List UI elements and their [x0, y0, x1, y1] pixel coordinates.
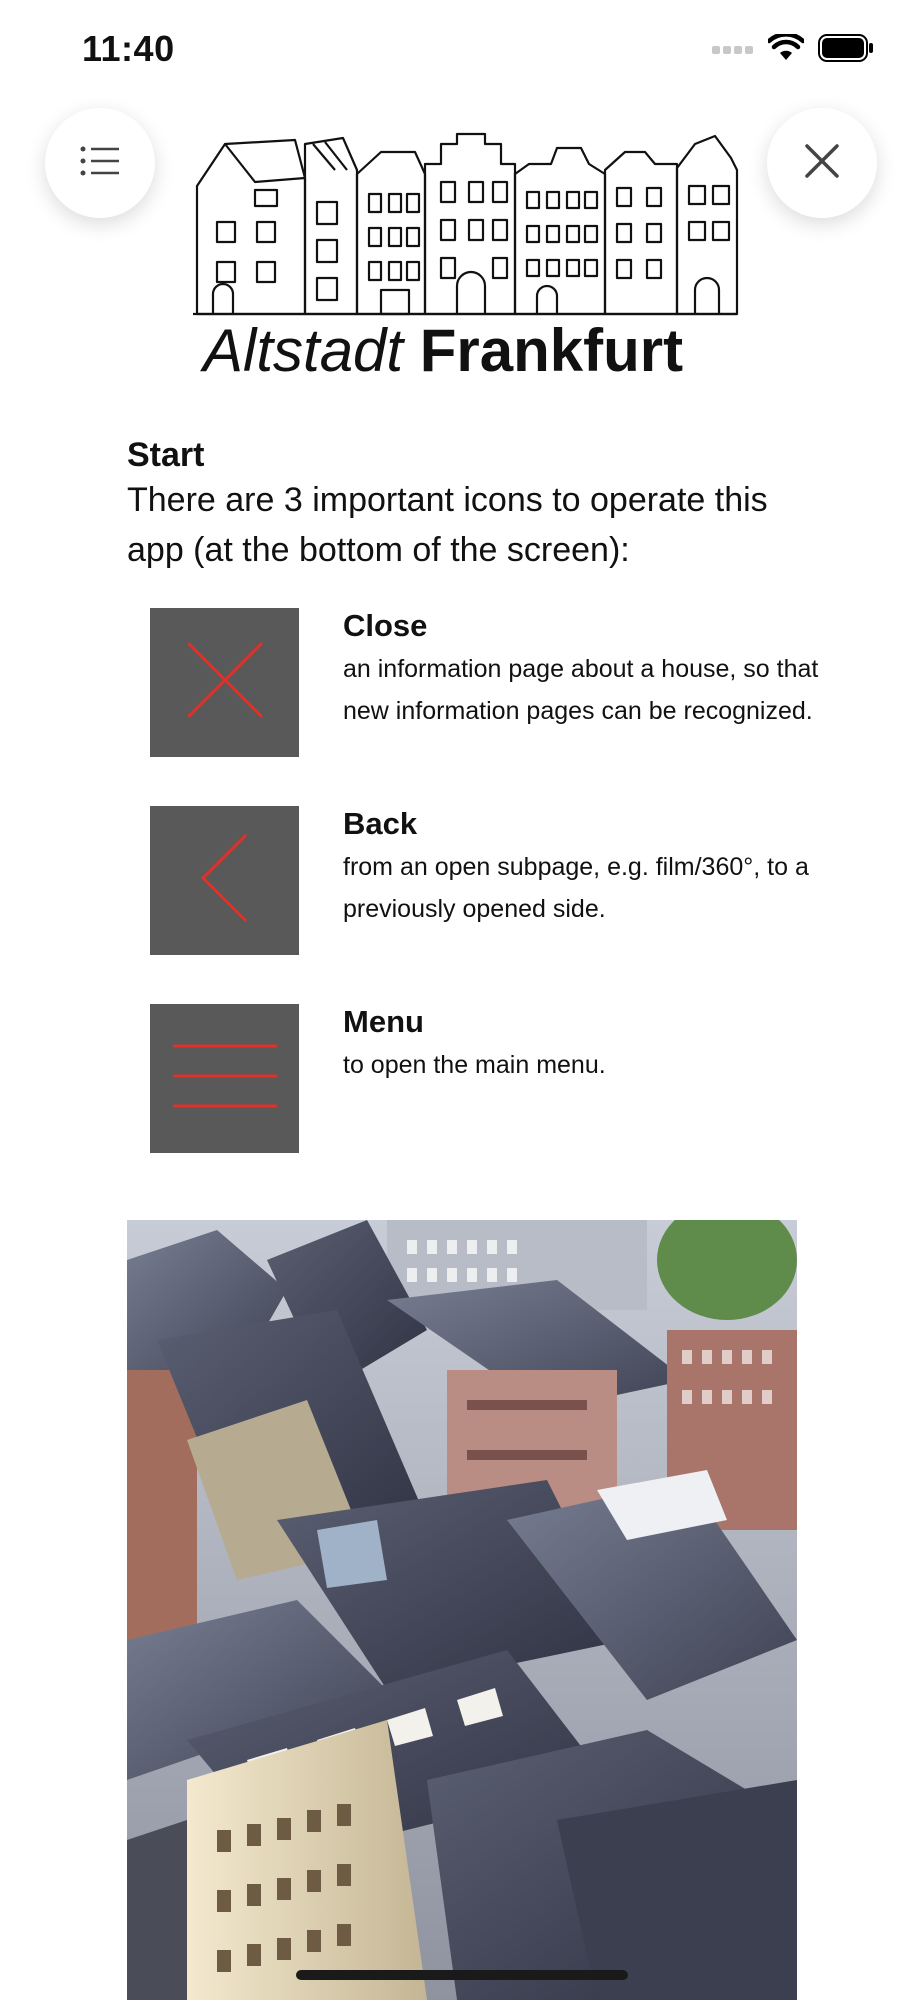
- aerial-photo: [127, 1220, 797, 2000]
- back-icon-tile: [150, 806, 299, 955]
- wifi-icon: [768, 34, 804, 67]
- logo-word-frankfurt: Frankfurt: [419, 317, 684, 384]
- altstadt-logo: [185, 130, 745, 392]
- status-bar: [0, 0, 924, 100]
- icon-description: to open the main menu.: [343, 1051, 606, 1079]
- logo-word-altstadt: Altstadt: [203, 317, 404, 384]
- close-icon-tile: [150, 608, 299, 757]
- houses-illustration: [185, 130, 745, 320]
- icon-title: Close: [343, 608, 428, 643]
- icon-description: an information page about a house, so that new information pages can be recognized.: [343, 655, 819, 725]
- back-icon-text: [343, 806, 823, 930]
- hamburger-icon: [173, 1044, 277, 1113]
- icon-title: Menu: [343, 1004, 424, 1039]
- list-icon: [80, 146, 120, 181]
- cellular-signal-icon: [712, 42, 754, 60]
- home-indicator[interactable]: [296, 1970, 628, 1980]
- close-icon-text: [343, 608, 823, 732]
- close-icon: [185, 640, 265, 725]
- menu-button[interactable]: [45, 108, 155, 218]
- logo-wordmark: [203, 316, 683, 385]
- section-heading: Start: [127, 436, 205, 474]
- status-icons: [712, 34, 874, 67]
- intro-text: There are 3 important icons to operate this app (at the bottom of the screen):: [127, 481, 768, 569]
- battery-icon: [818, 34, 874, 67]
- status-time: 11:40: [82, 28, 175, 69]
- close-button[interactable]: [767, 108, 877, 218]
- close-icon: [805, 144, 839, 183]
- icon-description: from an open subpage, e.g. film/360°, to a previously opened side.: [343, 853, 809, 923]
- menu-icon-tile: [150, 1004, 299, 1153]
- icon-title: Back: [343, 806, 418, 841]
- intro-section: [127, 436, 807, 575]
- chevron-left-icon: [200, 833, 250, 928]
- menu-icon-text: [343, 1004, 823, 1086]
